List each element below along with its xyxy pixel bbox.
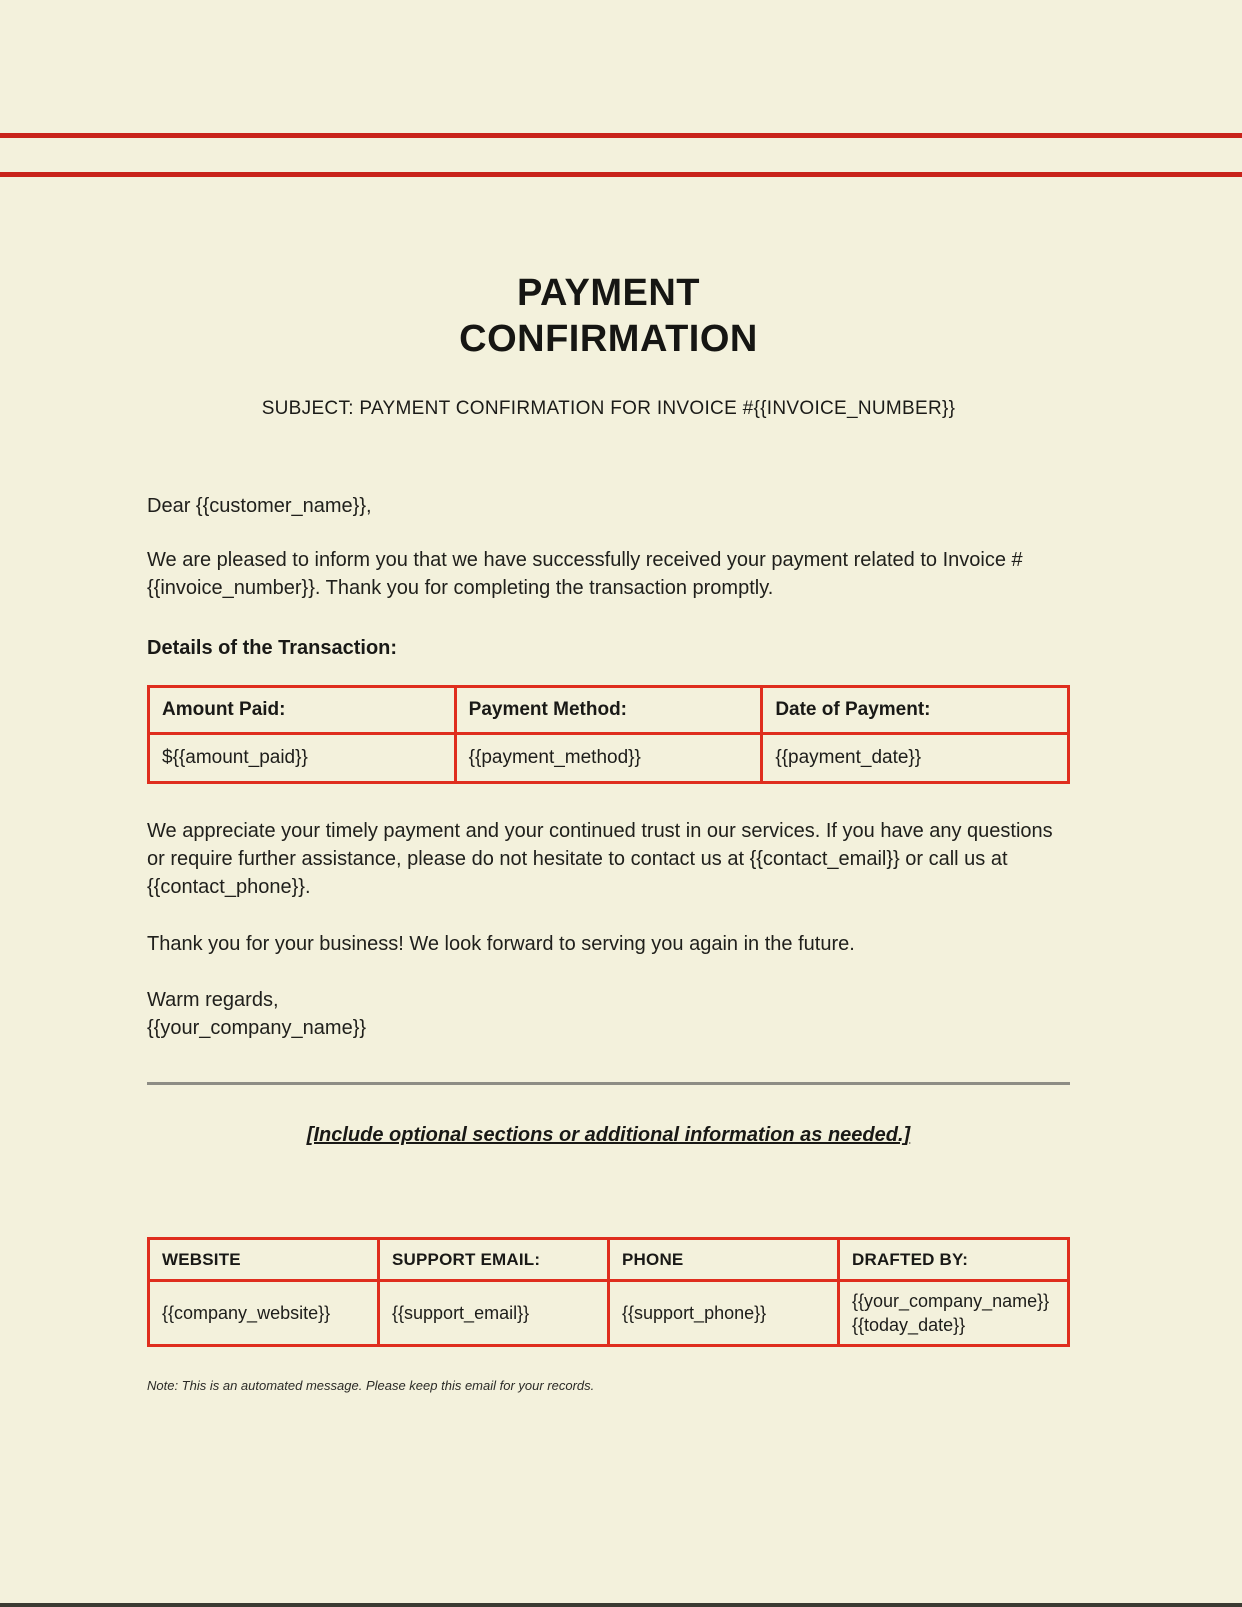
intro-paragraph: We are pleased to inform you that we have successfully received your payment related to Invoice #{{invoice_number}}. Thank you for completing the transaction promptly. (147, 549, 1023, 599)
drafted-by-header: DRAFTED BY: (839, 1239, 1069, 1281)
support-phone-value: {{support_phone}} (609, 1281, 839, 1346)
page-title (147, 270, 1070, 362)
payment-method-header: Payment Method: (455, 687, 762, 734)
thank-you-paragraph: Thank you for your business! We look forward to serving you again in the future. (147, 933, 855, 955)
contact-table-header-row (149, 1239, 1069, 1281)
contact-table (147, 1237, 1070, 1347)
support-email-value: {{support_email}} (379, 1281, 609, 1346)
automated-message-note: Note: This is an automated message. Please keep this email for your records. (147, 1378, 595, 1393)
phone-header: PHONE (609, 1239, 839, 1281)
page-title-line-2: CONFIRMATION (459, 318, 758, 360)
transaction-table-header-row (149, 687, 1069, 734)
drafted-by-date: {{today_date}} (852, 1315, 966, 1335)
section-divider (147, 1082, 1070, 1085)
support-email-header: SUPPORT EMAIL: (379, 1239, 609, 1281)
closing-company-name: {{your_company_name}} (147, 1017, 367, 1039)
payment-date-value: {{payment_date}} (762, 734, 1069, 783)
document-content (147, 0, 1070, 1607)
date-of-payment-header: Date of Payment: (762, 687, 1069, 734)
drafted-by-company: {{your_company_name}} (852, 1291, 1050, 1311)
closing-block (147, 986, 1070, 1042)
drafted-by-value (839, 1281, 1069, 1346)
payment-method-value: {{payment_method}} (455, 734, 762, 783)
optional-sections-note: [Include optional sections or additional information as needed.] (306, 1124, 911, 1146)
website-value: {{company_website}} (149, 1281, 379, 1346)
appreciation-paragraph: We appreciate your timely payment and your continued trust in our services. If you have any questions or require further assistance, please do not hesitate to contact us at {{contact_email}} or call us at {{contact_phone}}. (147, 820, 1053, 898)
subject-line: SUBJECT: PAYMENT CONFIRMATION FOR INVOICE #{{INVOICE_NUMBER}} (261, 398, 956, 419)
transaction-table-value-row (149, 734, 1069, 783)
greeting-text: Dear {{customer_name}}, (147, 495, 372, 517)
amount-paid-value: ${{amount_paid}} (149, 734, 456, 783)
amount-paid-header: Amount Paid: (149, 687, 456, 734)
page-title-line-1: PAYMENT (517, 272, 700, 314)
closing-salutation: Warm regards, (147, 989, 279, 1011)
website-header: WEBSITE (149, 1239, 379, 1281)
contact-table-value-row (149, 1281, 1069, 1346)
page-bottom-edge (0, 1603, 1242, 1607)
transaction-table (147, 685, 1070, 784)
details-heading: Details of the Transaction: (147, 637, 398, 659)
